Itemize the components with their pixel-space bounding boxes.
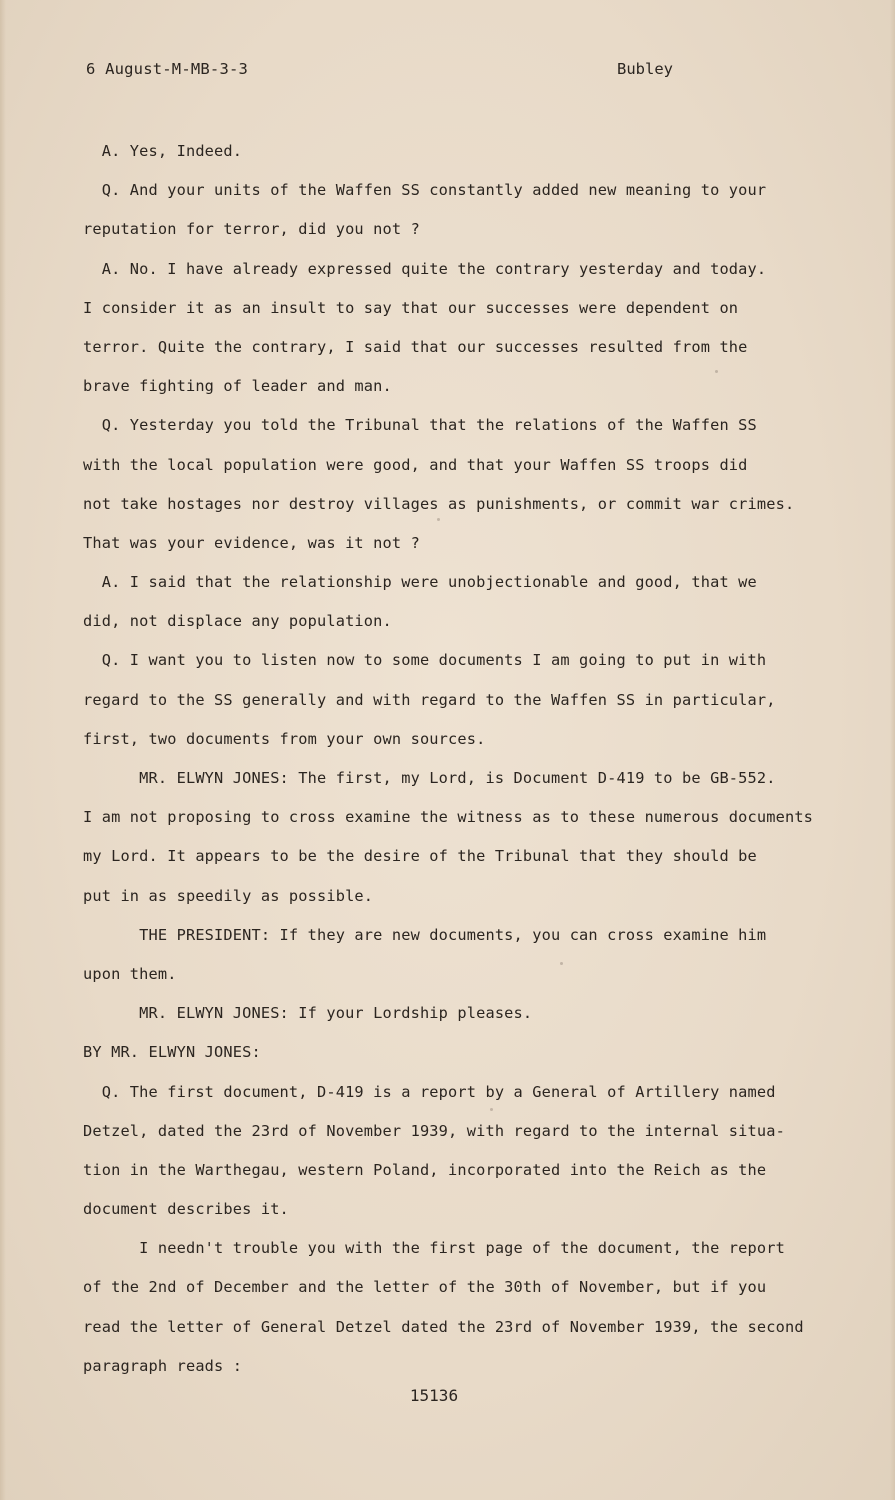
transcript-line: terror. Quite the contrary, I said that our successes resulted from the (83, 337, 748, 356)
reporter-name: Bubley (617, 60, 673, 78)
transcript-line: not take hostages nor destroy villages as punishments, or commit war crimes. (83, 494, 795, 513)
transcript-line: MR. ELWYN JONES: The first, my Lord, is Document D-419 to be GB-552. (83, 769, 776, 787)
page-edge-right (890, 0, 895, 1500)
transcript-line: upon them. (83, 964, 177, 983)
transcript-line: Q. I want you to listen now to some documents I am going to put in with (83, 651, 767, 670)
transcript-line: document describes it. (83, 1200, 289, 1219)
transcript-line: Q. The first document, D-419 is a report by a General of Artillery named (83, 1082, 776, 1101)
transcript-body (83, 132, 823, 1386)
transcript-line: A. No. I have already expressed quite the contrary yesterday and today. (83, 259, 767, 278)
paper-speck (715, 370, 718, 373)
transcript-line: MR. ELWYN JONES: If your Lordship pleases. (83, 1004, 533, 1023)
paper-speck (560, 962, 563, 965)
transcript-line: tion in the Warthegau, western Poland, incorporated into the Reich as the (83, 1160, 767, 1179)
transcript-line: I needn't trouble you with the first page of the document, the report (83, 1239, 785, 1258)
transcript-line: put in as speedily as possible. (83, 886, 374, 905)
document-reference: 6 August-M-MB-3-3 (86, 60, 249, 78)
transcript-line: of the 2nd of December and the letter of the 30th of November, but if you (83, 1278, 767, 1297)
transcript-line: reputation for terror, did you not ? (83, 220, 420, 239)
transcript-line: A. Yes, Indeed. (83, 142, 243, 160)
transcript-line: I am not proposing to cross examine the witness as to these numerous documents (83, 808, 814, 827)
transcript-line: my Lord. It appears to be the desire of the Tribunal that they should be (83, 847, 757, 866)
transcript-line: A. I said that the relationship were unobjectionable and good, that we (83, 573, 757, 592)
transcript-line: regard to the SS generally and with regard to the Waffen SS in particular, (83, 690, 776, 709)
transcript-line: Q. Yesterday you told the Tribunal that the relations of the Waffen SS (83, 416, 757, 435)
transcript-line: Q. And your units of the Waffen SS constantly added new meaning to your (83, 181, 767, 200)
transcript-line: BY MR. ELWYN JONES: (83, 1043, 261, 1062)
transcript-line: brave fighting of leader and man. (83, 377, 392, 396)
transcript-line: That was your evidence, was it not ? (83, 533, 420, 552)
transcript-line: did, not displace any population. (83, 612, 392, 631)
paper-speck (490, 1108, 493, 1111)
paper-speck (437, 518, 440, 521)
transcript-line: with the local population were good, and that your Waffen SS troops did (83, 455, 748, 474)
transcript-line: THE PRESIDENT: If they are new documents, you can cross examine him (83, 925, 767, 944)
page-edge-left (0, 0, 6, 1500)
transcript-line: first, two documents from your own sources. (83, 729, 486, 748)
transcript-line: Detzel, dated the 23rd of November 1939, with regard to the internal situa- (83, 1121, 785, 1140)
transcript-line: read the letter of General Detzel dated the 23rd of November 1939, the second (83, 1317, 804, 1336)
transcript-line: paragraph reads : (83, 1356, 243, 1375)
page-number: 15136 (409, 1386, 459, 1405)
transcript-line: I consider it as an insult to say that our successes were dependent on (83, 298, 739, 317)
